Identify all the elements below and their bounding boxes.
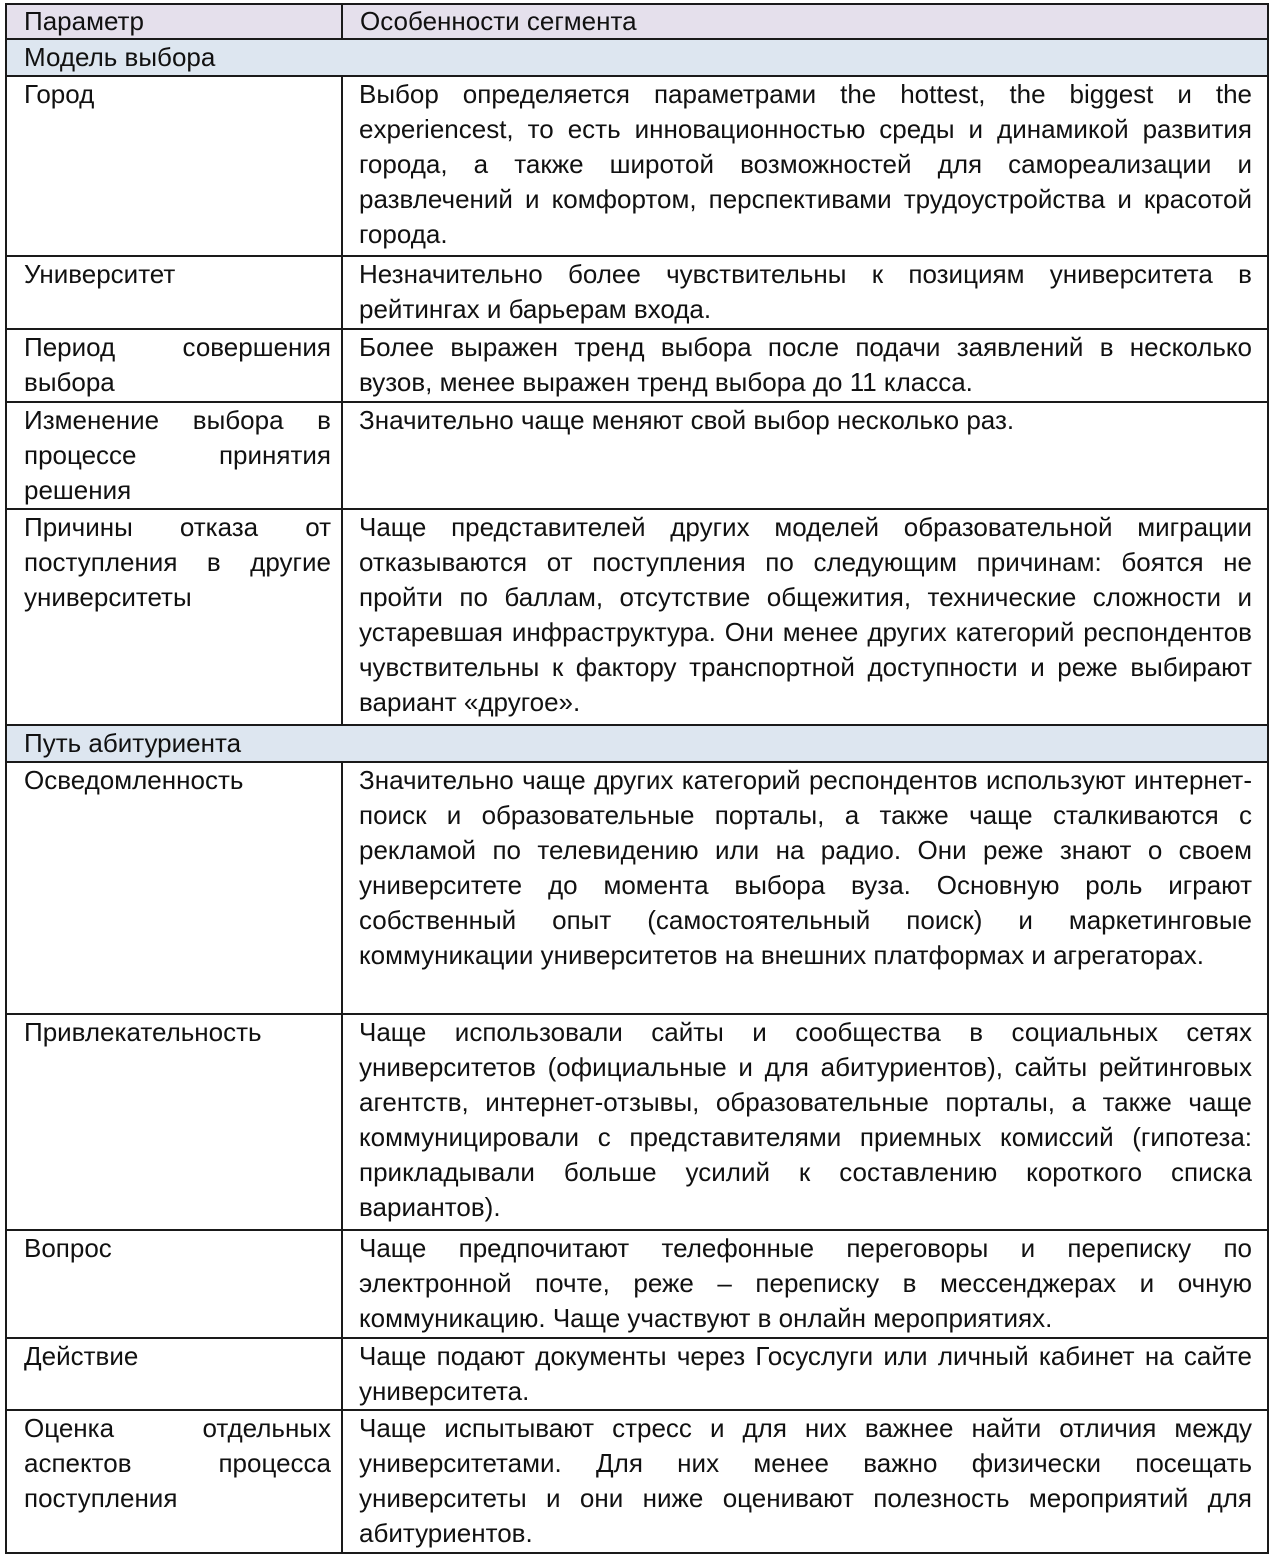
segment-features-table bbox=[5, 3, 1269, 1554]
table-row bbox=[6, 329, 1268, 402]
desc-cell: Более выражен тренд выбора после подачи заявлений в несколько вузов, менее выражен тренд выбора до 11 класса. bbox=[342, 329, 1268, 402]
table-row bbox=[6, 1338, 1268, 1410]
desc-cell: Значительно чаще меняют свой выбор несколько раз. bbox=[342, 402, 1268, 509]
desc-cell: Выбор определяется параметрами the hottest, the biggest и the experiencest, то есть инновационностью среды и динамикой развития города, а также широтой возможностей для самореализации и развлечений и комфортом, перспективами трудоустройства и красотой города. bbox=[342, 76, 1268, 256]
param-cell: Осведомленность bbox=[6, 762, 342, 1014]
table-row bbox=[6, 509, 1268, 725]
param-cell: Причины отказа от поступления в другие университеты bbox=[6, 509, 342, 725]
section-title: Путь абитуриента bbox=[6, 725, 1268, 762]
desc-cell: Значительно чаще других категорий респондентов используют интернет-поиск и образовательные порталы, а также чаще сталкиваются с рекламой по телевидению или на радио. Они реже знают о своем университете до момента выбора вуза. Основную роль играют собственный опыт (самостоятельный поиск) и маркетинговые коммуникации университетов на внешних платформах и агрегаторах. bbox=[342, 762, 1268, 1014]
table-row bbox=[6, 402, 1268, 509]
table-row bbox=[6, 1230, 1268, 1338]
section-title: Модель выбора bbox=[6, 39, 1268, 76]
table-header-row bbox=[6, 4, 1268, 39]
section-row-applicant-path bbox=[6, 725, 1268, 762]
header-param: Параметр bbox=[6, 4, 342, 39]
table-row bbox=[6, 1410, 1268, 1553]
desc-cell: Чаще использовали сайты и сообщества в социальных сетях университетов (официальные и для абитуриентов), сайты рейтинговых агентств, интернет-отзывы, образовательные порталы, а также чаще коммуницировали с представителями приемных комиссий (гипотеза: прикладывали больше усилий к составлению короткого списка вариантов). bbox=[342, 1014, 1268, 1230]
param-cell: Привлекательность bbox=[6, 1014, 342, 1230]
section-row-choice-model bbox=[6, 39, 1268, 76]
param-cell: Период совершения выбора bbox=[6, 329, 342, 402]
param-cell: Город bbox=[6, 76, 342, 256]
table-row bbox=[6, 256, 1268, 329]
table-row bbox=[6, 1014, 1268, 1230]
table-row bbox=[6, 762, 1268, 1014]
desc-cell: Чаще испытывают стресс и для них важнее найти отличия между университетами. Для них менее важно физически посещать университеты и они ниже оценивают полезность мероприятий для абитуриентов. bbox=[342, 1410, 1268, 1553]
desc-cell: Чаще подают документы через Госуслуги или личный кабинет на сайте университета. bbox=[342, 1338, 1268, 1410]
param-cell: Изменение выбора в процессе принятия решения bbox=[6, 402, 342, 509]
param-cell: Оценка отдельных аспектов процесса поступления bbox=[6, 1410, 342, 1553]
desc-cell: Чаще предпочитают телефонные переговоры и переписку по электронной почте, реже – переписку в мессенджерах и очную коммуникацию. Чаще участвуют в онлайн мероприятиях. bbox=[342, 1230, 1268, 1338]
table-row bbox=[6, 76, 1268, 256]
param-cell: Вопрос bbox=[6, 1230, 342, 1338]
header-features: Особенности сегмента bbox=[342, 4, 1268, 39]
param-cell: Действие bbox=[6, 1338, 342, 1410]
param-cell: Университет bbox=[6, 256, 342, 329]
desc-cell: Чаще представителей других моделей образовательной миграции отказываются от поступления по следующим причинам: боятся не пройти по баллам, отсутствие общежития, технические сложности и устаревшая инфраструктура. Они менее других категорий респондентов чувствительны к фактору транспортной доступности и реже выбирают вариант «другое». bbox=[342, 509, 1268, 725]
desc-cell: Незначительно более чувствительны к позициям университета в рейтингах и барьерам входа. bbox=[342, 256, 1268, 329]
